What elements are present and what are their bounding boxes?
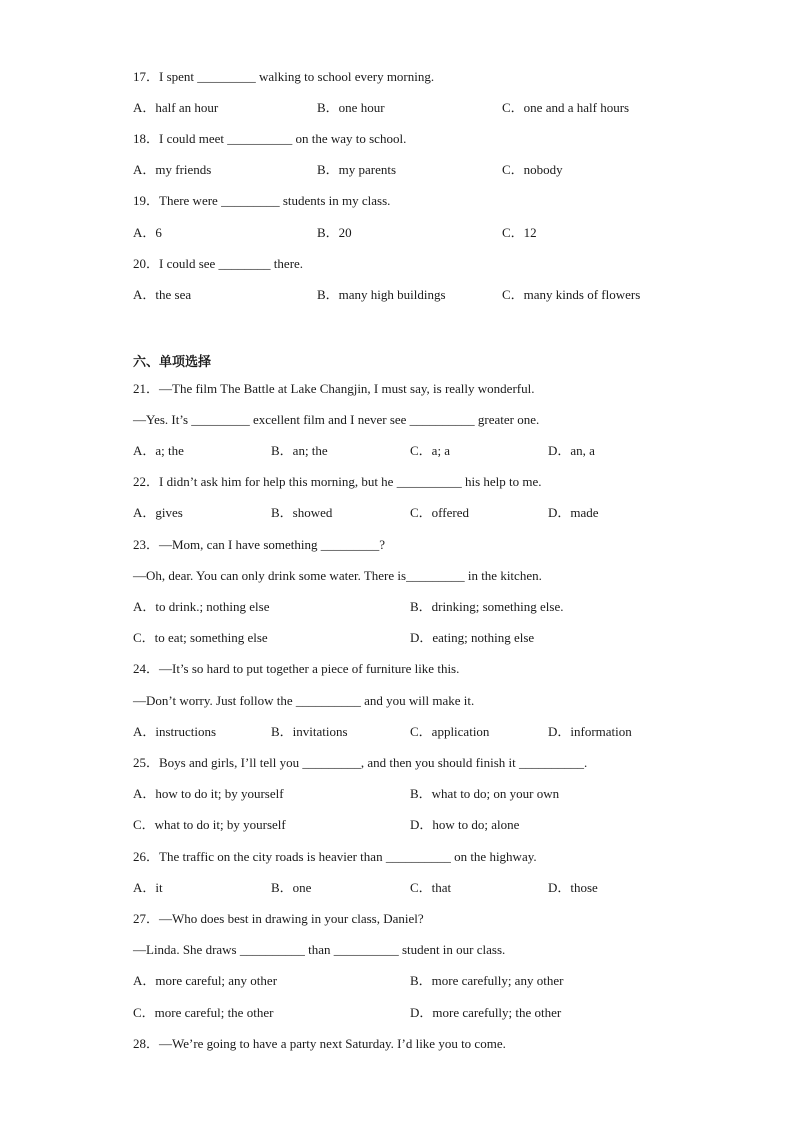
question-26-stem: 26．The traffic on the city roads is heavier than __________ on the highway. <box>133 849 537 864</box>
q22-option-d: D．made <box>548 505 599 520</box>
question-27-stem-2: —Linda. She draws __________ than __________ student in our class. <box>133 942 506 957</box>
q25-option-c: C．what to do it; by yourself <box>133 817 286 832</box>
q18-option-a: A．my friends <box>133 162 212 177</box>
question-25-stem: 25．Boys and girls, I’ll tell you _________, and then you should finish it __________. <box>133 755 588 770</box>
q20-option-a: A．the sea <box>133 287 192 302</box>
question-23-stem: 23．—Mom, can I have something _________? <box>133 537 386 552</box>
q22-option-c: C．offered <box>410 505 469 520</box>
question-21-stem: 21．—The film The Battle at Lake Changjin, I must say, is really wonderful. <box>133 381 535 396</box>
q18-option-c: C．nobody <box>502 162 563 177</box>
q26-option-b: B．one <box>271 880 312 895</box>
q23-option-c: C．to eat; something else <box>133 630 268 645</box>
q22-option-b: B．showed <box>271 505 333 520</box>
question-27-stem: 27．—Who does best in drawing in your class, Daniel? <box>133 911 424 926</box>
q24-option-c: C．application <box>410 724 490 739</box>
question-19-stem: 19．There were _________ students in my class. <box>133 193 391 208</box>
q21-option-d: D．an, a <box>548 443 595 458</box>
q20-option-b: B．many high buildings <box>317 287 446 302</box>
question-23-stem-2: —Oh, dear. You can only drink some water. There is_________ in the kitchen. <box>133 568 542 583</box>
section-title: 六、单项选择 <box>133 355 212 370</box>
q23-option-a: A．to drink.; nothing else <box>133 599 270 614</box>
q27-option-d: D．more carefully; the other <box>410 1005 562 1020</box>
q17-option-a: A．half an hour <box>133 100 219 115</box>
question-24-stem: 24．—It’s so hard to put together a piece of furniture like this. <box>133 661 460 676</box>
q24-option-d: D．information <box>548 724 632 739</box>
q19-option-a: A．6 <box>133 225 162 240</box>
q21-option-a: A．a; the <box>133 443 184 458</box>
q25-option-a: A．how to do it; by yourself <box>133 786 284 801</box>
q25-option-b: B．what to do; on your own <box>410 786 560 801</box>
q22-option-a: A．gives <box>133 505 183 520</box>
q24-option-a: A．instructions <box>133 724 217 739</box>
q27-option-c: C．more careful; the other <box>133 1005 274 1020</box>
question-17-stem: 17．I spent _________ walking to school every morning. <box>133 69 435 84</box>
question-21-stem-2: —Yes. It’s _________ excellent film and I never see __________ greater one. <box>133 412 540 427</box>
q18-option-b: B．my parents <box>317 162 397 177</box>
q24-option-b: B．invitations <box>271 724 348 739</box>
q27-option-a: A．more careful; any other <box>133 973 278 988</box>
q17-option-c: C．one and a half hours <box>502 100 630 115</box>
q26-option-d: D．those <box>548 880 598 895</box>
q17-option-b: B．one hour <box>317 100 385 115</box>
q19-option-c: C．12 <box>502 225 537 240</box>
question-22-stem: 22．I didn’t ask him for help this morning, but he __________ his help to me. <box>133 474 542 489</box>
q23-option-d: D．eating; nothing else <box>410 630 535 645</box>
question-24-stem-2: —Don’t worry. Just follow the __________ and you will make it. <box>133 693 475 708</box>
question-20-stem: 20．I could see ________ there. <box>133 256 304 271</box>
q21-option-c: C．a; a <box>410 443 451 458</box>
q27-option-b: B．more carefully; any other <box>410 973 564 988</box>
question-18-stem: 18．I could meet __________ on the way to school. <box>133 131 407 146</box>
q23-option-b: B．drinking; something else. <box>410 599 564 614</box>
q26-option-a: A．it <box>133 880 163 895</box>
q21-option-b: B．an; the <box>271 443 328 458</box>
question-28-stem: 28．—We’re going to have a party next Saturday. I’d like you to come. <box>133 1036 506 1051</box>
q26-option-c: C．that <box>410 880 452 895</box>
q20-option-c: C．many kinds of flowers <box>502 287 641 302</box>
q19-option-b: B．20 <box>317 225 352 240</box>
q25-option-d: D．how to do; alone <box>410 817 520 832</box>
